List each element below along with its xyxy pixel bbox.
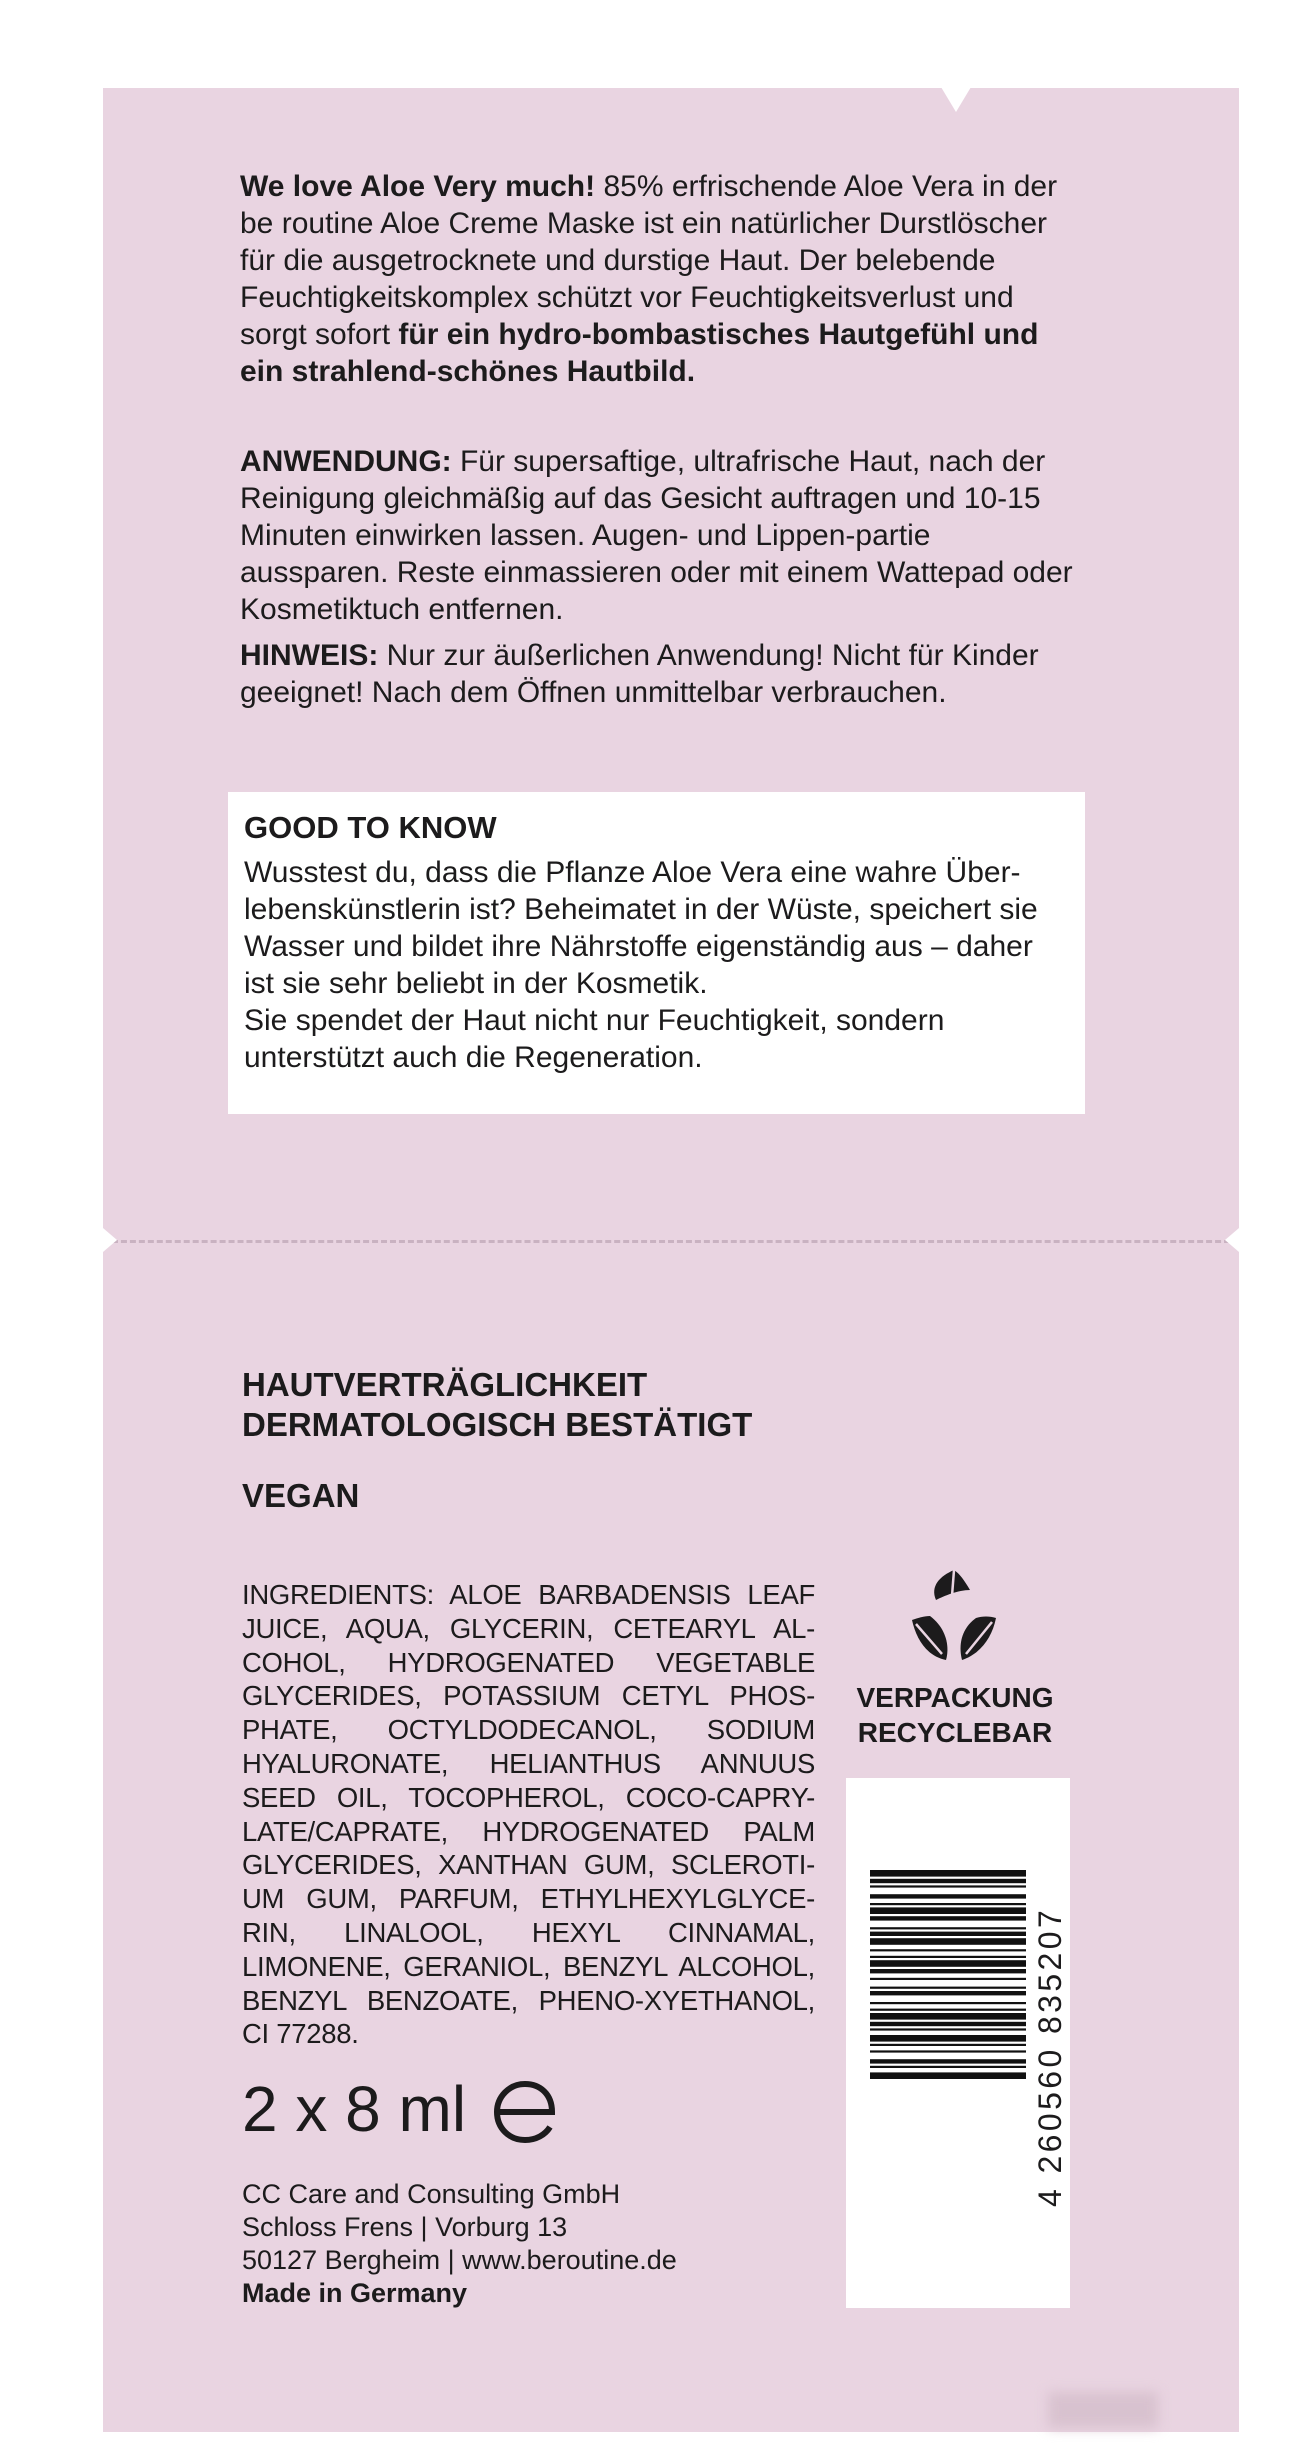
hint-paragraph <box>240 637 1080 711</box>
good-to-know-box <box>228 792 1085 1114</box>
barcode-bar <box>870 1978 1026 1980</box>
barcode-number: 4 260560 835207 <box>1032 1906 1068 2207</box>
skin-claims <box>242 1365 942 1445</box>
barcode-bar <box>870 1960 1026 1967</box>
company-name: CC Care and Consulting GmbH <box>242 2179 621 2209</box>
barcode-bar <box>870 2044 1026 2046</box>
barcode-bar <box>870 1907 1026 1914</box>
company-city-web: 50127 Bergheim | www.beroutine.de <box>242 2245 677 2275</box>
usage-paragraph <box>240 443 1080 628</box>
claim-line: HAUTVERTRÄGLICHKEIT <box>242 1366 648 1403</box>
barcode-bar <box>870 2013 1026 2020</box>
barcode-icon <box>870 1870 1026 2220</box>
barcode-bar <box>870 1885 1026 1887</box>
barcode-bar <box>870 1987 1026 1989</box>
tear-notch-left <box>103 1228 117 1252</box>
barcode-bar <box>870 2009 1026 2011</box>
barcode-bar <box>870 2066 1026 2068</box>
recycle-leaves-icon <box>906 1566 1002 1662</box>
barcode-bar <box>870 1991 1026 1995</box>
barcode-bar <box>870 2059 1026 2063</box>
good-to-know-text: Wusstest du, dass die Pflanze Aloe Vera eine wahre Über-lebenskünstlerin ist? Beheimatet in der Wüste, speichert sie Wasser und bildet ihre Nährstoffe eigenständig aus – daher ist sie sehr beliebt in der Kosmetik. <box>244 856 1038 1000</box>
recycling-label-line: VERPACKUNG <box>856 1682 1054 1713</box>
barcode-bar <box>870 1870 1026 1877</box>
barcode-bar <box>870 2035 1026 2042</box>
usage-text: Für supersaftige, ultrafrische Haut, nach der Reinigung gleichmäßig auf das Gesicht auftragen und 10-15 Minuten einwirken lassen. Augen- und Lippen-partie aussparen. Reste einmassieren oder mit einem Wattepad oder Kosmetiktuch entfernen. <box>240 445 1073 626</box>
barcode-bar <box>870 1969 1026 1973</box>
barcode-bar <box>870 1894 1026 1898</box>
barcode-bar <box>870 1916 1026 1920</box>
made-in-label: Made in Germany <box>242 2278 468 2308</box>
intro-tail: für ein hydro-bombastisches Hautgefühl und ein strahlend-schönes Hautbild. <box>240 318 1039 388</box>
barcode-bar <box>870 2050 1026 2052</box>
intro-lead: We love Aloe Very much! <box>240 170 596 203</box>
hint-text: Nur zur äußerlichen Anwendung! Nicht für Kinder geeignet! Nach dem Öffnen unmittelbar verbrauchen. <box>240 639 1039 709</box>
company-info <box>242 2178 677 2310</box>
perforation-seam <box>103 1240 1239 1243</box>
usage-label: ANWENDUNG: <box>240 445 452 478</box>
ingredients-list: INGREDIENTS: ALOE BARBADENSIS LEAF JUICE, AQUA, GLYCERIN, CETEARYL AL-COHOL, HYDROGENATED VEGETABLE GLYCERIDES, POTASSIUM CETYL PHOS-PHATE, OCTYLDODECANOL, SODIUM HYALURONATE, HELIANTHUS ANNUUS SEED OIL, TOCOPHEROL, COCO-CAPRY-LATE/CAPRATE, HYDROGENATED PALM GLYCERIDES, XANTHAN GUM, SCLEROTI-UM GUM, PARFUM, ETHYLHEXYLGLYCE-RIN, LINALOOL, HEXYL CINNAMAL, LIMONENE, GERANIOL, BENZYL ALCOHOL, BENZYL BENZOATE, PHENO-XYETHANOL, CI 77288. <box>242 1579 815 2050</box>
barcode-bar <box>870 1949 1026 1951</box>
good-to-know-text-2: Sie spendet der Haut nicht nur Feuchtigkeit, sondern unterstützt auch die Regeneration. <box>244 1004 945 1074</box>
hint-label: HINWEIS: <box>240 639 379 672</box>
barcode-bar <box>870 1927 1026 1929</box>
tear-notch <box>938 82 974 112</box>
barcode-bar <box>870 2072 1026 2079</box>
barcode-bar <box>870 1956 1026 1958</box>
company-address: Schloss Frens | Vorburg 13 <box>242 2212 568 2242</box>
barcode-bar <box>870 1932 1026 1936</box>
barcode-bar <box>870 1903 1026 1905</box>
recycling-label-line: RECYCLEBAR <box>857 1717 1053 1748</box>
barcode-bar <box>870 1938 1026 1945</box>
sealing-shadow <box>1048 2392 1158 2428</box>
barcode-bar <box>870 1879 1026 1883</box>
good-to-know-title: GOOD TO KNOW <box>244 810 497 845</box>
barcode-bar <box>870 2002 1026 2004</box>
recycling-label <box>830 1680 1080 1750</box>
intro-text: 85% erfrischende Aloe Vera in der be routine Aloe Creme Maske ist ein natürlicher Durstlöscher für die ausgetrocknete und durstige Haut. Der belebende Feuchtigkeitskomplex schützt vor Feuchtigkeitsverlust und sorgt sofort <box>240 170 1058 351</box>
intro-paragraph <box>240 168 1080 390</box>
claim-line: DERMATOLOGISCH BESTÄTIGT <box>242 1406 753 1443</box>
barcode-bar <box>870 2028 1026 2030</box>
barcode-bar <box>870 2022 1026 2026</box>
tear-notch-right <box>1225 1228 1239 1252</box>
vegan-label: VEGAN <box>242 1477 360 1514</box>
e-mark-icon <box>490 2078 558 2144</box>
volume-label: 2 x 8 ml <box>242 2073 467 2145</box>
